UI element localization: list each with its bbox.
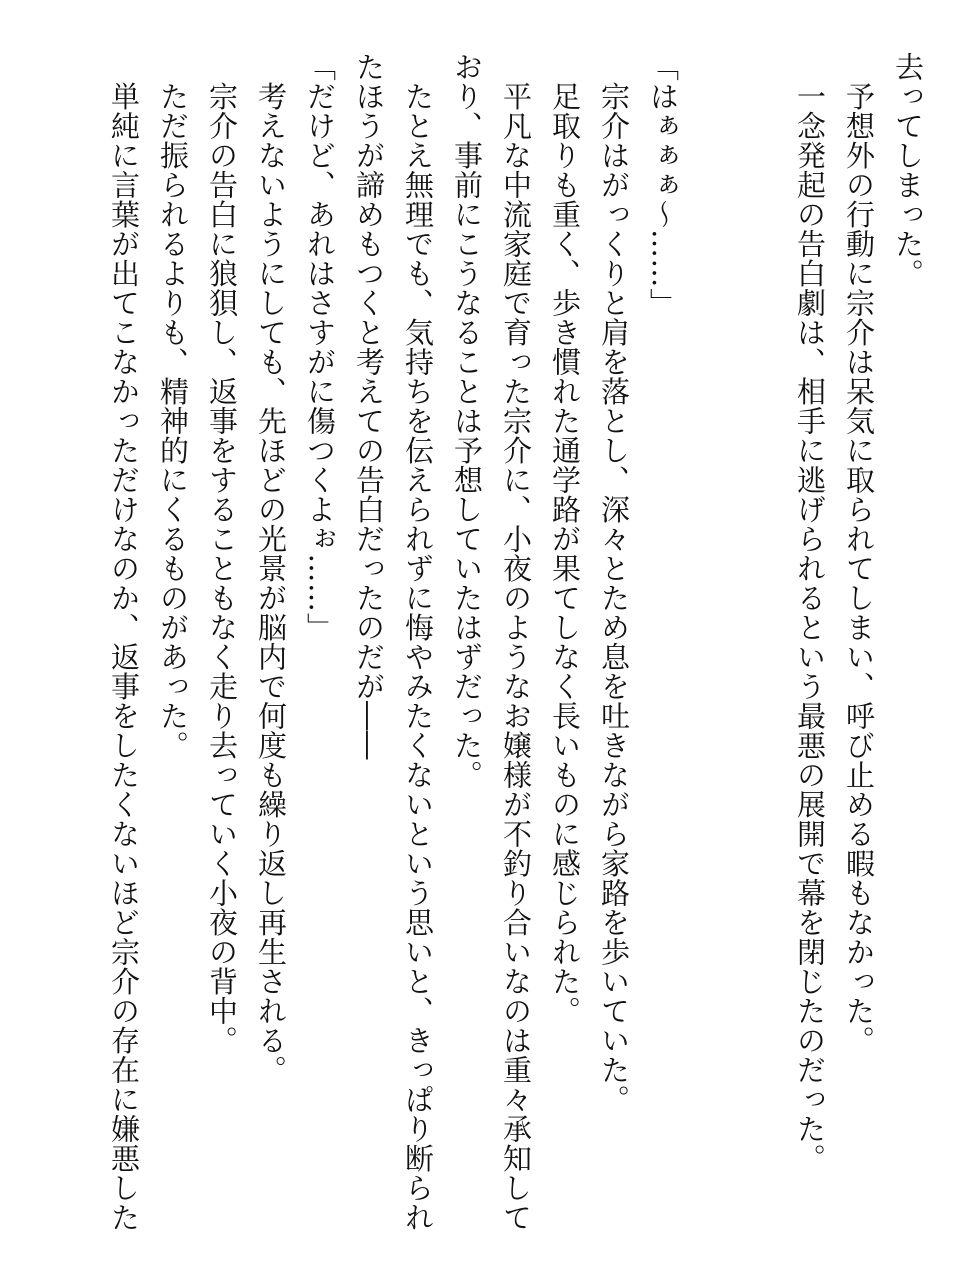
text-line: 平凡な中流家庭で育った宗介に、小夜のようなお嬢様が不釣り合いなのは重々承知して — [499, 52, 533, 1232]
text-line: 宗介の告白に狼狽し、返事をすることもなく走り去っていく小夜の背中。 — [205, 52, 239, 1055]
text-line: 一念発起の告白劇は、相手に逃げられるという最悪の展開で幕を閉じたのだった。 — [793, 52, 827, 1173]
text-line: 宗介はがっくりと肩を落とし、深々とため息を吐きながら家路を歩いていた。 — [597, 52, 631, 1114]
vertical-text-body — [99, 52, 932, 1247]
text-line: たとえ無理でも、気持ちを伝えられずに悔やみたくないという思いと、きっぱり断られ — [401, 52, 435, 1232]
text-line: 「だけど、あれはさすがに傷つくよぉ……」 — [303, 52, 337, 642]
text-line: 「はぁぁぁ～……」 — [646, 52, 680, 318]
text-line: 考えないようにしても、先ほどの光景が脳内で何度も繰り返し再生される。 — [254, 52, 288, 1085]
text-line: 去ってしまった。 — [891, 52, 925, 288]
text-line: 足取りも重く、歩き慣れた通学路が果てしなく長いものに感じられた。 — [548, 52, 582, 1026]
text-line: ただ振られるよりも、精神的にくるものがあった。 — [156, 52, 190, 760]
text-line: 単純に言葉が出てこなかっただけなのか、返事をしたくないほど宗介の存在に嫌悪した — [107, 52, 141, 1232]
blank-line — [736, 52, 785, 1247]
blank-line — [687, 52, 736, 1247]
text-line: おり、事前にこうなることは予想していたはずだった。 — [450, 52, 484, 790]
text-line: たほうが諦めもつくと考えての告白だったのだが―― — [352, 52, 386, 760]
text-line: 予想外の行動に宗介は呆気に取られてしまい、呼び止める暇もなかった。 — [842, 52, 876, 1055]
